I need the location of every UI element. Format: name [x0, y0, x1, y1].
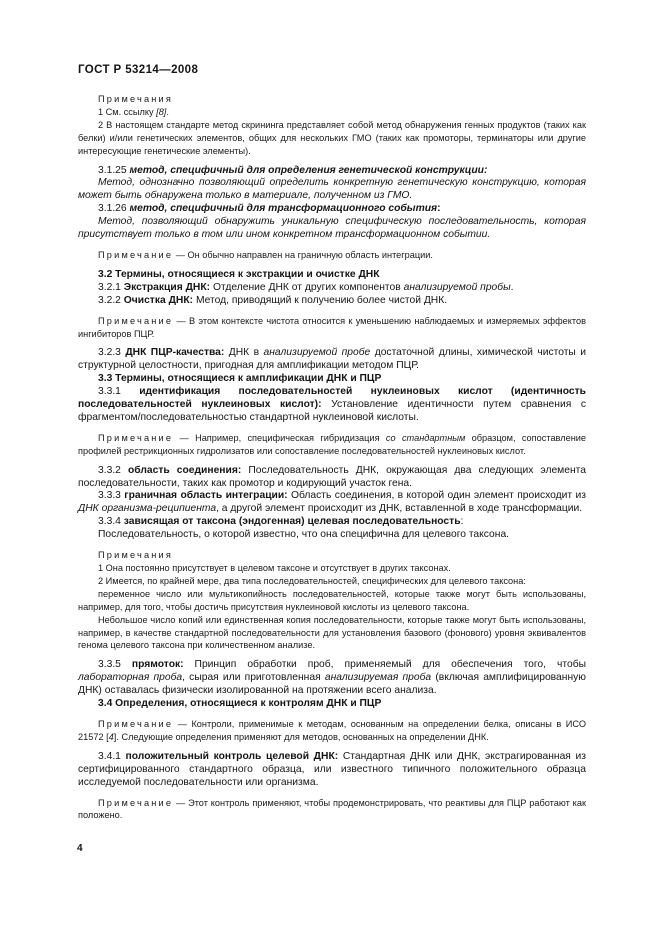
text-run: Область соединения, в которой один элемент происходит из: [290, 490, 586, 502]
note-paragraph: [78, 249, 586, 262]
text-run: 3.3.4: [98, 516, 124, 528]
text-run: :: [437, 203, 441, 215]
text-run: Примечания: [98, 94, 174, 104]
text-run: Примечание: [98, 249, 174, 260]
note-paragraph: [78, 119, 586, 158]
note-paragraph: [78, 797, 586, 823]
text-run: идентификация последовательностей нуклеиновых кислот (идентичность последовательностей нуклеиновых кислот):: [78, 386, 586, 411]
body-paragraph: [78, 216, 586, 242]
text-run: 1 Она постоянно присутствует в целевом таксоне и отсутствует в других таксонах.: [98, 563, 451, 573]
text-run: :: [460, 516, 464, 528]
text-run: 3.3.3: [98, 490, 125, 502]
text-run: Последовательность ДНК, окружающая два следующих элемента последовательности, таких как промотор и кодирующий участок гена.: [78, 464, 586, 489]
text-run: 3.2.2: [98, 294, 124, 306]
text-run: 3.2.1: [98, 281, 124, 293]
text-run: Примечание: [98, 432, 174, 443]
text-run: — Например, специфическая гибридизация: [173, 432, 386, 443]
text-run: Примечание: [98, 718, 174, 729]
text-run: 3.2 Термины, относящиеся к экстракции и очистке ДНК: [98, 268, 380, 280]
text-run: Установление идентичности путем сравнения с фрагментом/последовательностью стандартной нуклеиновой кислоты.: [78, 399, 587, 423]
text-run: 1 См. ссылку: [98, 106, 157, 117]
body-paragraph: [78, 386, 586, 425]
text-run: Метод, однозначно позволяющий определить конкретную генетическую конструкцию, которая может быть обнаружена только в материале, полученном из ГМО.: [78, 177, 586, 202]
text-run: 2 Имеется, по крайней мере, два типа последовательностей, специфических для целевого таксона:: [98, 575, 526, 586]
note-paragraph: [78, 575, 586, 588]
text-run: , сырая или приготовленная: [182, 672, 325, 684]
text-run: (включая амплифицированную ДНК) оставалась физически изолированной на протяжении всего анализа.: [78, 672, 587, 697]
text-run: Отделение ДНК от других компонентов: [212, 281, 404, 293]
text-run: 3.1.25: [98, 164, 130, 176]
text-run: лабораторная проба: [78, 672, 183, 684]
text-run: метод, специфичный для трансформационного события: [129, 203, 438, 215]
note-paragraph: [78, 614, 586, 653]
note-paragraph: [78, 106, 586, 119]
text-run: анализируемой пробы: [403, 281, 511, 293]
body-paragraph: [78, 295, 586, 308]
text-run: Стандартная ДНК или ДНК, экстрагированная из сертифицированного стандартного образца, или известного типичного положительного образца исследуемой последовательности или организма.: [78, 750, 586, 788]
text-run: положительный контроль целевой ДНК:: [125, 750, 343, 762]
text-run: достаточной длины, химической чистоты и структурной целостности, пригодная для амплификации методом ПЦР.: [78, 347, 587, 372]
note-paragraph: [78, 718, 586, 744]
text-run: Принцип обработки проб, применяемый для обеспечения того, чтобы: [194, 659, 586, 671]
text-run: Примечания: [98, 550, 174, 561]
body-paragraph: [78, 203, 586, 216]
text-run: — Он обычно направлен на граничную область интеграции.: [173, 249, 433, 260]
body-paragraph: [78, 465, 586, 491]
text-run: .: [166, 106, 169, 117]
body-paragraph: [78, 347, 586, 373]
body-paragraph: [78, 751, 586, 790]
body-paragraph: [78, 490, 586, 516]
body-paragraph: [78, 516, 586, 529]
text-run: 3.1.26: [98, 203, 130, 215]
text-run: анализируемой пробе: [263, 347, 375, 359]
text-run: переменное число или мультикопийность последовательностей, которые также могут быть использованы, например, для того, чтобы достичь присутствия нуклеиновой кислоты из целевого таксона.: [78, 588, 586, 612]
text-run: — Этот контроль применяют, чтобы продемонстрировать, что реактивы для ПЦР работают как положено.: [78, 797, 586, 821]
text-run: — Контроли, применимые к методам, основанным на определении белка, описаны в ИСО 21572 [: [78, 718, 586, 742]
body-paragraph: [78, 373, 586, 386]
text-run: , а другой элемент происходит из ДНК, вставленной в ходе трансформации.: [216, 503, 583, 515]
text-run: со стандартным: [385, 432, 472, 443]
text-run: ДНК ПЦР-качества:: [125, 347, 229, 359]
page-number: 4: [77, 843, 83, 854]
body-paragraph: [78, 282, 586, 295]
text-run: Метод, позволяющий обнаружить уникальную специфическую последовательность, которая присутствует только в том или ином конкретном трансформационном событии.: [78, 216, 586, 241]
note-paragraph: [78, 93, 586, 106]
text-run: метод, специфичный для определения генетической конструкции:: [129, 164, 488, 176]
document-body: [78, 93, 586, 822]
text-run: Метод, приводящий к получению более чистой ДНК.: [195, 294, 448, 306]
text-run: 3.3.1: [98, 386, 140, 398]
text-run: анализируемая проба: [324, 672, 436, 684]
text-run: Экстракция ДНК:: [123, 281, 213, 293]
note-paragraph: [78, 588, 586, 614]
text-run: ]. Следующие определения применяют для методов, основанных на определении ДНК.: [113, 731, 489, 742]
text-run: Примечание: [98, 315, 174, 326]
body-paragraph: [78, 269, 586, 282]
text-run: образцом, сопоставление профилей рестрикционных гидролизатов или сопоставление последовательностей нуклеиновых кислот.: [78, 432, 587, 456]
text-run: ДНК в: [228, 347, 264, 359]
text-run: 3.4.1: [98, 750, 126, 762]
body-paragraph: [78, 698, 586, 711]
text-run: Примечание: [98, 797, 174, 808]
text-run: Небольшое число копий или единственная копия последовательности, которые также могут быть использованы, например, в качестве стандартной последовательности для установления базового (фонового) уровня эквивалентов генома целевого таксона при количественном анализе.: [78, 614, 586, 651]
note-paragraph: [78, 549, 586, 562]
text-run: область соединения:: [127, 464, 249, 476]
text-run: прямоток:: [131, 659, 195, 671]
body-paragraph: [78, 165, 586, 178]
text-run: зависящая от таксона (эндогенная) целевая последовательность: [123, 516, 461, 528]
text-run: [8]: [156, 106, 167, 117]
body-paragraph: [78, 659, 586, 698]
text-run: 3.4 Определения, относящиеся к контролям ДНК и ПЦР: [98, 698, 382, 710]
text-run: 3.3 Термины, относящиеся к амплификации ДНК и ПЦР: [98, 373, 382, 385]
text-run: .: [510, 281, 514, 293]
note-paragraph: [78, 562, 586, 575]
body-paragraph: [78, 529, 586, 542]
standard-number-header: ГОСТ Р 53214—2008: [78, 64, 199, 76]
text-run: 3.3.5: [98, 659, 132, 671]
text-run: ДНК организма-реципиента: [78, 503, 217, 515]
text-run: 2 В настоящем стандарте метод скрининга представляет собой метод обнаружения генных продуктов (таких как белки) и/или генетических элементов, общих для нескольких ГМО (таких как промоторы, терминаторы или другие интересующие генетические элементы).: [78, 119, 586, 156]
text-run: 3.2.3: [98, 347, 126, 359]
note-paragraph: [78, 315, 586, 341]
text-run: 4: [108, 731, 114, 742]
text-run: 3.3.2: [98, 464, 128, 476]
note-paragraph: [78, 432, 586, 458]
text-run: Последовательность, о которой известно, что она специфична для целевого таксона.: [98, 529, 510, 541]
text-run: граничная область интеграции:: [124, 490, 291, 502]
text-run: Очистка ДНК:: [123, 294, 196, 306]
body-paragraph: [78, 177, 586, 203]
text-run: — В этом контексте чистота относится к уменьшению наблюдаемых и измеряемых эффектов ингибиторов ПЦР.: [78, 315, 586, 339]
